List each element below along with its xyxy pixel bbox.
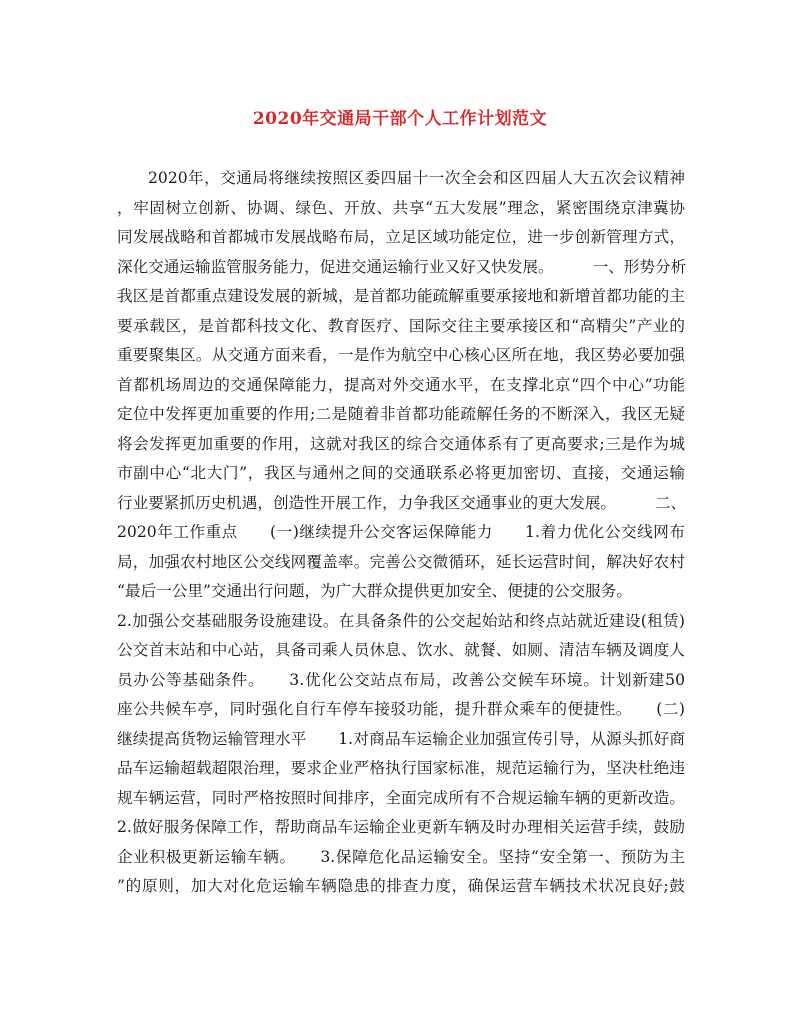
text-line: 品车运输超载超限治理，要求企业严格执行国家标准，规范运输行为，坚决杜绝违	[117, 759, 685, 777]
text-line: 2020年工作重点 (一)继续提升公交客运保障能力 1.着力优化公交线网布	[117, 523, 685, 541]
text-line: 继续提高货物运输管理水平 1.对商品车运输企业加强宣传引导，从源头抓好商	[117, 729, 685, 748]
text-line: 首都机场周边的交通保障能力，提高对外交通水平，在支撑北京“四个中心”功能	[117, 375, 685, 394]
text-line: 2.加强公交基础服务设施建设。在具备条件的公交起始站和终点站就近建设(租赁)	[117, 611, 685, 630]
text-line: 员办公等基础条件。 3.优化公交站点布局，改善公交候车环境。计划新建50	[117, 670, 685, 689]
text-line: 我区是首都重点建设发展的新城，是首都功能疏解重要承接地和新增首都功能的主	[117, 287, 685, 305]
text-line: 座公共候车亭，同时强化自行车停车接驳功能，提升群众乘车的便捷性。 (二)	[117, 700, 685, 718]
text-line: 深化交通运输监管服务能力，促进交通运输行业又好又快发展。 一、形势分析	[117, 257, 687, 276]
text-line: 企业积极更新运输车辆。 3.保障危化品运输安全。坚持“安全第一、预防为主	[117, 847, 685, 866]
text-line: 公交首末站和中心站，具备司乘人员休息、饮水、就餐、如厕、清洁车辆及调度人	[117, 641, 685, 659]
text-line: 重要聚集区。从交通方面来看，一是作为航空中心核心区所在地，我区势必要加强	[117, 346, 685, 364]
text-line: ”的原则，加大对化危运输车辆隐患的排查力度，确保运营车辆技术状况良好;鼓	[117, 877, 685, 895]
text-line: 定位中发挥更加重要的作用;二是随着非首都功能疏解任务的不断深入，我区无疑	[117, 405, 685, 423]
text-line: 要承载区，是首都科技文化、教育医疗、国际交往主要承接区和“高精尖”产业的	[117, 316, 685, 335]
text-line: 规车辆运营，同时严格按照时间排序，全面完成所有不合规运输车辆的更新改造。	[117, 788, 685, 807]
text-line: “最后一公里”交通出行问题，为广大群众提供更加安全、便捷的公交服务。	[117, 582, 632, 600]
document-body	[117, 164, 685, 902]
text-line: 2.做好服务保障工作，帮助商品车运输企业更新车辆及时办理相关运营手续，鼓励	[117, 818, 685, 836]
text-line: 同发展战略和首都城市发展战略布局，立足区域功能定位，进一步创新管理方式，	[117, 228, 685, 246]
document-title: 2020年交通局干部个人工作计划范文	[252, 109, 548, 129]
text-line: 市副中心“北大门”，我区与通州之间的交通联系必将更加密切、直接，交通运输	[117, 464, 685, 482]
text-line: 行业要紧抓历史机遇，创造性开展工作，力争我区交通事业的更大发展。 二、	[117, 493, 687, 512]
text-line: 2020年，交通局将继续按照区委四届十一次全会和区四届人大五次会议精神	[148, 169, 685, 187]
text-line: 将会发挥更加重要的作用，这就对我区的综合交通体系有了更高要求;三是作为城	[117, 434, 685, 453]
text-line: ，牢固树立创新、协调、绿色、开放、共享“五大发展”理念，紧密围绕京津冀协	[117, 198, 685, 217]
text-line: 局，加强农村地区公交线网覆盖率。完善公交微循环，延长运营时间，解决好农村	[117, 552, 685, 571]
